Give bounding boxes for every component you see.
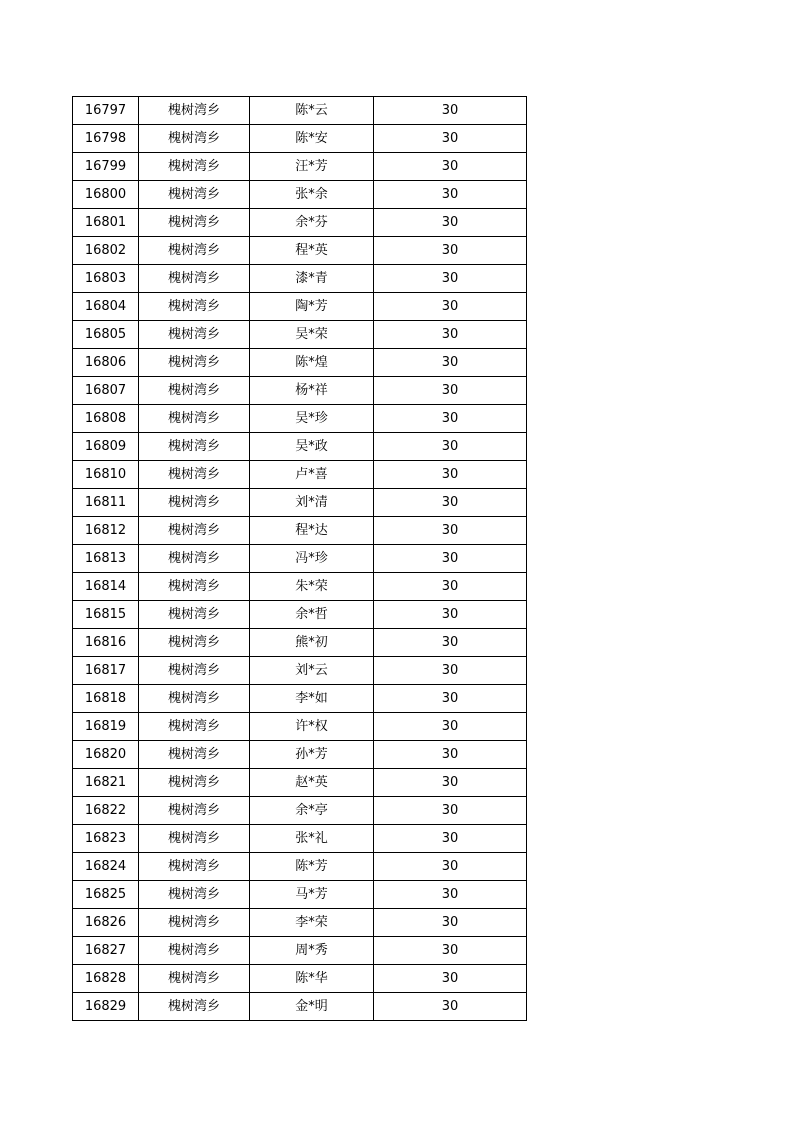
cell-town: 槐树湾乡 xyxy=(139,853,250,881)
cell-id: 16797 xyxy=(73,97,139,125)
cell-amount: 30 xyxy=(374,545,527,573)
cell-amount: 30 xyxy=(374,293,527,321)
cell-name: 汪*芳 xyxy=(250,153,374,181)
cell-id: 16822 xyxy=(73,797,139,825)
table-row xyxy=(73,377,527,405)
cell-town: 槐树湾乡 xyxy=(139,629,250,657)
table-row xyxy=(73,825,527,853)
cell-name: 余*亭 xyxy=(250,797,374,825)
cell-id: 16799 xyxy=(73,153,139,181)
table-row xyxy=(73,293,527,321)
cell-amount: 30 xyxy=(374,377,527,405)
cell-name: 马*芳 xyxy=(250,881,374,909)
cell-town: 槐树湾乡 xyxy=(139,489,250,517)
cell-id: 16825 xyxy=(73,881,139,909)
cell-id: 16809 xyxy=(73,433,139,461)
table-row xyxy=(73,209,527,237)
cell-amount: 30 xyxy=(374,209,527,237)
cell-town: 槐树湾乡 xyxy=(139,153,250,181)
data-table xyxy=(72,96,527,1021)
table-row xyxy=(73,125,527,153)
cell-id: 16802 xyxy=(73,237,139,265)
cell-name: 陈*云 xyxy=(250,97,374,125)
cell-name: 许*权 xyxy=(250,713,374,741)
cell-name: 孙*芳 xyxy=(250,741,374,769)
cell-id: 16816 xyxy=(73,629,139,657)
cell-id: 16805 xyxy=(73,321,139,349)
table-row xyxy=(73,97,527,125)
cell-town: 槐树湾乡 xyxy=(139,349,250,377)
cell-name: 程*英 xyxy=(250,237,374,265)
cell-id: 16821 xyxy=(73,769,139,797)
cell-amount: 30 xyxy=(374,713,527,741)
cell-town: 槐树湾乡 xyxy=(139,545,250,573)
cell-town: 槐树湾乡 xyxy=(139,601,250,629)
cell-id: 16818 xyxy=(73,685,139,713)
cell-amount: 30 xyxy=(374,461,527,489)
cell-name: 吴*珍 xyxy=(250,405,374,433)
cell-amount: 30 xyxy=(374,97,527,125)
cell-id: 16824 xyxy=(73,853,139,881)
cell-amount: 30 xyxy=(374,153,527,181)
cell-town: 槐树湾乡 xyxy=(139,461,250,489)
cell-name: 张*礼 xyxy=(250,825,374,853)
cell-town: 槐树湾乡 xyxy=(139,713,250,741)
cell-town: 槐树湾乡 xyxy=(139,433,250,461)
cell-id: 16814 xyxy=(73,573,139,601)
cell-amount: 30 xyxy=(374,741,527,769)
table-row xyxy=(73,685,527,713)
table-body xyxy=(73,97,527,1021)
cell-town: 槐树湾乡 xyxy=(139,293,250,321)
cell-amount: 30 xyxy=(374,573,527,601)
cell-amount: 30 xyxy=(374,405,527,433)
cell-town: 槐树湾乡 xyxy=(139,209,250,237)
cell-town: 槐树湾乡 xyxy=(139,405,250,433)
cell-amount: 30 xyxy=(374,965,527,993)
cell-id: 16808 xyxy=(73,405,139,433)
cell-name: 吴*荣 xyxy=(250,321,374,349)
table-row xyxy=(73,265,527,293)
cell-amount: 30 xyxy=(374,489,527,517)
cell-town: 槐树湾乡 xyxy=(139,825,250,853)
cell-amount: 30 xyxy=(374,657,527,685)
cell-name: 李*荣 xyxy=(250,909,374,937)
table-row xyxy=(73,405,527,433)
table-row xyxy=(73,433,527,461)
cell-name: 陈*华 xyxy=(250,965,374,993)
cell-name: 余*哲 xyxy=(250,601,374,629)
cell-town: 槐树湾乡 xyxy=(139,657,250,685)
table-row xyxy=(73,713,527,741)
cell-name: 陈*安 xyxy=(250,125,374,153)
cell-town: 槐树湾乡 xyxy=(139,881,250,909)
table-row xyxy=(73,517,527,545)
cell-amount: 30 xyxy=(374,349,527,377)
cell-amount: 30 xyxy=(374,881,527,909)
cell-amount: 30 xyxy=(374,237,527,265)
cell-id: 16829 xyxy=(73,993,139,1021)
table-row xyxy=(73,965,527,993)
cell-town: 槐树湾乡 xyxy=(139,265,250,293)
cell-id: 16806 xyxy=(73,349,139,377)
cell-id: 16826 xyxy=(73,909,139,937)
cell-id: 16810 xyxy=(73,461,139,489)
cell-id: 16827 xyxy=(73,937,139,965)
table-row xyxy=(73,741,527,769)
cell-name: 冯*珍 xyxy=(250,545,374,573)
table-row xyxy=(73,545,527,573)
cell-id: 16815 xyxy=(73,601,139,629)
cell-name: 张*余 xyxy=(250,181,374,209)
cell-amount: 30 xyxy=(374,909,527,937)
cell-town: 槐树湾乡 xyxy=(139,937,250,965)
cell-id: 16801 xyxy=(73,209,139,237)
cell-amount: 30 xyxy=(374,685,527,713)
table-row xyxy=(73,573,527,601)
table-row xyxy=(73,489,527,517)
cell-amount: 30 xyxy=(374,629,527,657)
table-row xyxy=(73,657,527,685)
cell-id: 16823 xyxy=(73,825,139,853)
table-row xyxy=(73,797,527,825)
cell-id: 16817 xyxy=(73,657,139,685)
cell-amount: 30 xyxy=(374,321,527,349)
cell-town: 槐树湾乡 xyxy=(139,181,250,209)
cell-name: 吴*政 xyxy=(250,433,374,461)
cell-amount: 30 xyxy=(374,797,527,825)
cell-amount: 30 xyxy=(374,853,527,881)
cell-id: 16811 xyxy=(73,489,139,517)
table-row xyxy=(73,181,527,209)
cell-id: 16820 xyxy=(73,741,139,769)
cell-name: 陶*芳 xyxy=(250,293,374,321)
cell-id: 16819 xyxy=(73,713,139,741)
cell-amount: 30 xyxy=(374,937,527,965)
cell-name: 陈*芳 xyxy=(250,853,374,881)
cell-amount: 30 xyxy=(374,125,527,153)
cell-town: 槐树湾乡 xyxy=(139,237,250,265)
cell-id: 16800 xyxy=(73,181,139,209)
table-row xyxy=(73,937,527,965)
table-row xyxy=(73,629,527,657)
cell-name: 杨*祥 xyxy=(250,377,374,405)
cell-town: 槐树湾乡 xyxy=(139,377,250,405)
cell-town: 槐树湾乡 xyxy=(139,993,250,1021)
cell-town: 槐树湾乡 xyxy=(139,97,250,125)
table-row xyxy=(73,769,527,797)
table-row xyxy=(73,153,527,181)
cell-name: 金*明 xyxy=(250,993,374,1021)
cell-id: 16812 xyxy=(73,517,139,545)
cell-amount: 30 xyxy=(374,181,527,209)
cell-amount: 30 xyxy=(374,769,527,797)
cell-town: 槐树湾乡 xyxy=(139,965,250,993)
cell-town: 槐树湾乡 xyxy=(139,769,250,797)
cell-town: 槐树湾乡 xyxy=(139,909,250,937)
cell-id: 16807 xyxy=(73,377,139,405)
cell-name: 熊*初 xyxy=(250,629,374,657)
cell-id: 16813 xyxy=(73,545,139,573)
cell-amount: 30 xyxy=(374,265,527,293)
cell-amount: 30 xyxy=(374,825,527,853)
cell-town: 槐树湾乡 xyxy=(139,573,250,601)
table-row xyxy=(73,601,527,629)
cell-id: 16798 xyxy=(73,125,139,153)
cell-name: 朱*荣 xyxy=(250,573,374,601)
cell-amount: 30 xyxy=(374,517,527,545)
table-row xyxy=(73,909,527,937)
cell-town: 槐树湾乡 xyxy=(139,125,250,153)
cell-amount: 30 xyxy=(374,601,527,629)
cell-town: 槐树湾乡 xyxy=(139,797,250,825)
cell-name: 余*芬 xyxy=(250,209,374,237)
cell-town: 槐树湾乡 xyxy=(139,741,250,769)
table-row xyxy=(73,993,527,1021)
cell-name: 陈*煌 xyxy=(250,349,374,377)
cell-name: 刘*清 xyxy=(250,489,374,517)
cell-town: 槐树湾乡 xyxy=(139,321,250,349)
cell-name: 赵*英 xyxy=(250,769,374,797)
table-row xyxy=(73,237,527,265)
cell-name: 刘*云 xyxy=(250,657,374,685)
cell-town: 槐树湾乡 xyxy=(139,517,250,545)
table-row xyxy=(73,853,527,881)
cell-id: 16804 xyxy=(73,293,139,321)
cell-amount: 30 xyxy=(374,993,527,1021)
cell-name: 卢*喜 xyxy=(250,461,374,489)
table-row xyxy=(73,881,527,909)
table-row xyxy=(73,461,527,489)
table-row xyxy=(73,321,527,349)
cell-town: 槐树湾乡 xyxy=(139,685,250,713)
cell-id: 16803 xyxy=(73,265,139,293)
cell-name: 周*秀 xyxy=(250,937,374,965)
cell-name: 李*如 xyxy=(250,685,374,713)
table-row xyxy=(73,349,527,377)
cell-id: 16828 xyxy=(73,965,139,993)
cell-name: 漆*青 xyxy=(250,265,374,293)
cell-name: 程*达 xyxy=(250,517,374,545)
cell-amount: 30 xyxy=(374,433,527,461)
